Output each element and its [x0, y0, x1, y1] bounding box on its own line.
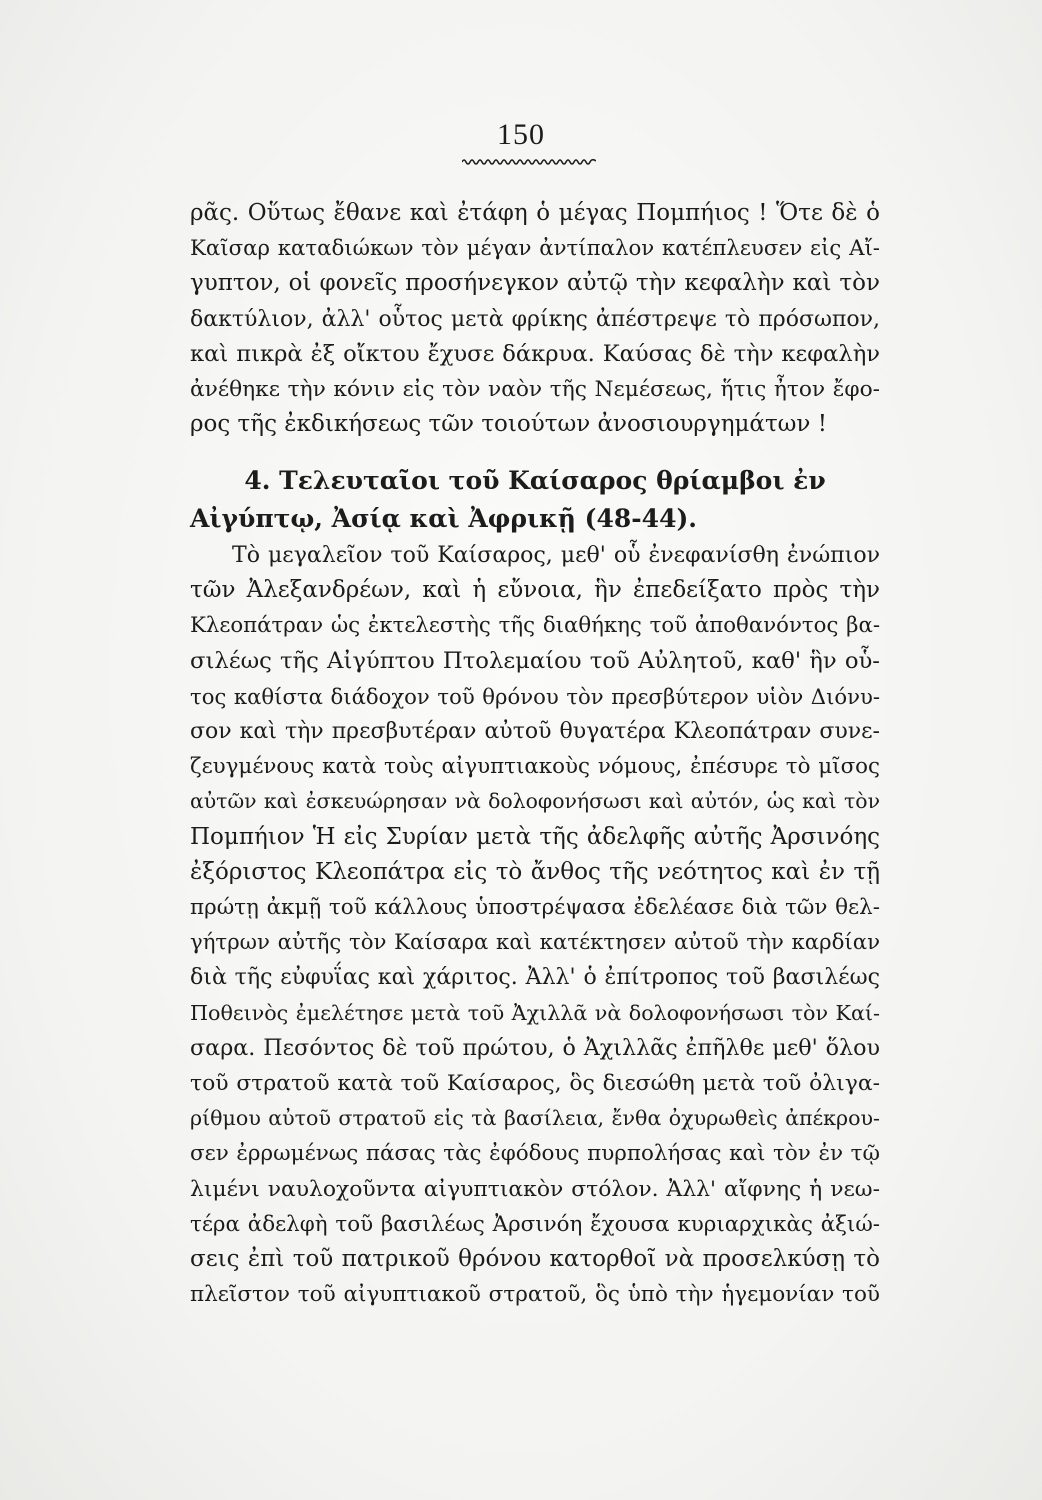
text-line: σιλέως τῆς Αἰγύπτου Πτολεμαίου τοῦ Αὐλητοῦ, καθ' ἣν οὗ-: [190, 647, 880, 674]
text-line: Πομπήιον Ἡ εἰς Συρίαν μετὰ τῆς ἀδελφῆς αὐτῆς Ἀρσινόης: [190, 823, 880, 850]
text-line: διὰ τῆς εὐφυΐας καὶ χάριτος. Ἀλλ' ὁ ἐπίτροπος τοῦ βασιλέως: [190, 965, 880, 991]
text-line: σον καὶ τὴν πρεσβυτέραν αὐτοῦ θυγατέρα Κλεοπάτραν συνε-: [190, 719, 880, 745]
text-line: Ποθεινὸς ἐμελέτησε μετὰ τοῦ Ἀχιλλᾶ νὰ δολοφονήσωσι τὸν Καί-: [190, 1000, 880, 1025]
text-line: Καῖσαρ καταδιώκων τὸν μέγαν ἀντίπαλον κατέπλευσεν εἰς Αἴ-: [190, 236, 880, 262]
text-line: αὐτῶν καὶ ἐσκευώρησαν νὰ δολοφονήσωσι καὶ αὐτόν, ὡς καὶ τὸν: [190, 789, 880, 814]
paragraph-1: [190, 196, 880, 442]
text-line: πλεῖστον τοῦ αἰγυπτιακοῦ στρατοῦ, ὃς ὑπὸ τὴν ἡγεμονίαν τοῦ: [190, 1282, 880, 1308]
text-line: τῶν Ἀλεξανδρέων, καὶ ἡ εὔνοια, ἣν ἐπεδείξατο πρὸς τὴν: [190, 577, 880, 604]
page-number: 150: [497, 118, 545, 151]
text-line: ρος τῆς ἐκδικήσεως τῶν τοιούτων ἀνοσιουργημάτων !: [190, 411, 827, 438]
wavy-rule-ornament: [462, 158, 596, 166]
text-line: τέρα ἀδελφὴ τοῦ βασιλέως Ἀρσινόη ἔχουσα κυριαρχικὰς ἀξιώ-: [190, 1211, 880, 1237]
text-line: σαρα. Πεσόντος δὲ τοῦ πρώτου, ὁ Ἀχιλλᾶς ἐπῆλθε μεθ' ὅλου: [190, 1034, 880, 1061]
text-line: ζευγμένους κατὰ τοὺς αἰγυπτιακοὺς νόμους, ἐπέσυρε τὸ μῖσος: [190, 754, 880, 780]
text-line: ρίθμου αὐτοῦ στρατοῦ εἰς τὰ βασίλεια, ἔνθα ὀχυρωθεὶς ἀπέκρου-: [190, 1106, 880, 1131]
text-line: λιμένι ναυλοχοῦντα αἰγυπτιακὸν στόλον. Ἀλλ' αἴφνης ἡ νεω-: [190, 1176, 880, 1202]
text-line: γήτρων αὐτῆς τὸν Καίσαρα καὶ κατέκτησεν αὐτοῦ τὴν καρδίαν: [190, 930, 880, 956]
section-heading-line-1: 4. Τελευταῖοι τοῦ Καίσαρος θρίαμβοι ἐν: [244, 466, 826, 495]
text-line: σεις ἐπὶ τοῦ πατρικοῦ θρόνου κατορθοῖ νὰ προσελκύσῃ τὸ: [190, 1246, 880, 1273]
paragraph-2: [190, 538, 880, 1312]
section-heading: [190, 462, 880, 538]
text-line: σεν ἐρρωμένως πάσας τὰς ἐφόδους πυρπολήσας καὶ τὸν ἐν τῷ: [190, 1141, 880, 1167]
text-line: Τὸ μεγαλεῖον τοῦ Καίσαρος, μεθ' οὗ ἐνεφανίσθη ἐνώπιον: [232, 543, 880, 568]
text-line: ἐξόριστος Κλεοπάτρα εἰς τὸ ἄνθος τῆς νεότητος καὶ ἐν τῇ: [190, 858, 880, 885]
text-line: δακτύλιον, ἀλλ' οὗτος μετὰ φρίκης ἀπέστρεψε τὸ πρόσωπον,: [190, 306, 880, 332]
text-line: τοῦ στρατοῦ κατὰ τοῦ Καίσαρος, ὃς διεσώθη μετὰ τοῦ ὀλιγα-: [190, 1071, 880, 1097]
text-line: ἀνέθηκε τὴν κόνιν εἰς τὸν ναὸν τῆς Νεμέσεως, ἥτις ἦτον ἔφο-: [190, 377, 880, 403]
text-line: γυπτον, οἱ φονεῖς προσήνεγκον αὐτῷ τὴν κεφαλὴν καὶ τὸν: [190, 270, 880, 297]
text-line: τος καθίστα διάδοχον τοῦ θρόνου τὸν πρεσβύτερον υἱὸν Διόνυ-: [190, 683, 880, 709]
text-line: πρώτῃ ἀκμῇ τοῦ κάλλους ὑποστρέψασα ἐδελέασε διὰ τῶν θελ-: [190, 895, 880, 921]
section-heading-line-2: Αἰγύπτῳ, Ἀσίᾳ καὶ Ἀφρικῇ (48-44).: [190, 504, 697, 533]
text-line: ρᾶς. Οὕτως ἔθανε καὶ ἐτάφη ὁ μέγας Πομπήιος ! Ὅτε δὲ ὁ: [190, 200, 880, 226]
text-line: καὶ πικρὰ ἐξ οἴκτου ἔχυσε δάκρυα. Καύσας δὲ τὴν κεφαλὴν: [190, 340, 880, 367]
text-line: Κλεοπάτραν ὡς ἐκτελεστὴς τῆς διαθήκης τοῦ ἀποθανόντος βα-: [190, 613, 880, 639]
